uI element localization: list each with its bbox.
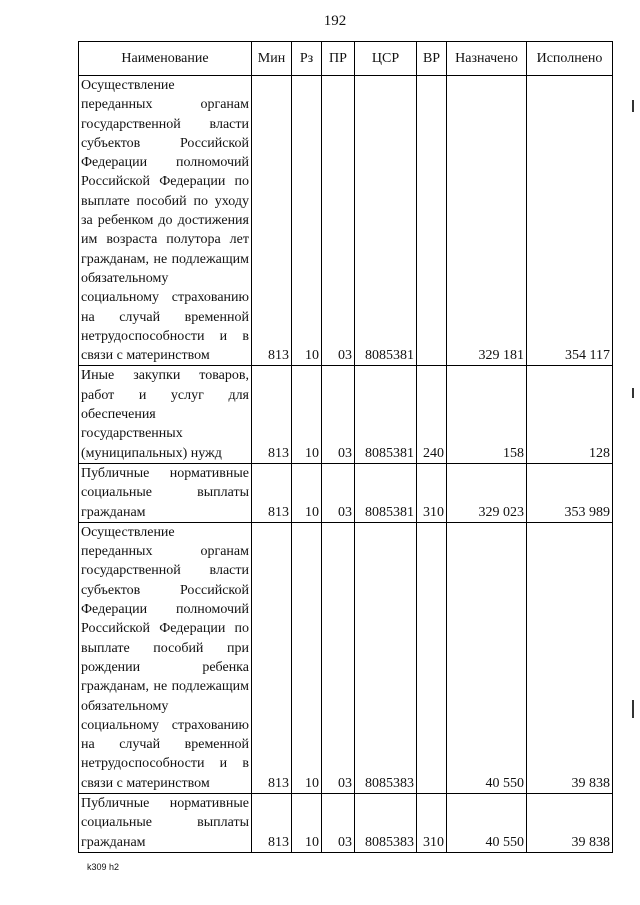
row-executed: 353 989 — [527, 463, 613, 522]
row-min: 813 — [252, 793, 292, 852]
row-vr — [417, 522, 447, 793]
row-min: 813 — [252, 76, 292, 366]
row-csr: 8085383 — [355, 793, 417, 852]
table-row — [79, 463, 613, 522]
row-vr: 310 — [417, 463, 447, 522]
page-number: 192 — [323, 13, 347, 29]
scan-margin-mark — [632, 100, 634, 112]
row-executed: 354 117 — [527, 76, 613, 366]
table-row — [79, 366, 613, 463]
header-rz: Рз — [292, 42, 322, 76]
row-executed: 39 838 — [527, 793, 613, 852]
row-min: 813 — [252, 463, 292, 522]
scan-margin-mark — [632, 388, 634, 398]
row-rz: 10 — [292, 793, 322, 852]
row-executed: 128 — [527, 366, 613, 463]
row-executed: 39 838 — [527, 522, 613, 793]
row-min: 813 — [252, 366, 292, 463]
header-csr: ЦСР — [355, 42, 417, 76]
row-csr: 8085381 — [355, 76, 417, 366]
header-min: Мин — [252, 42, 292, 76]
row-min: 813 — [252, 522, 292, 793]
row-assigned: 158 — [447, 366, 527, 463]
header-vr: ВР — [417, 42, 447, 76]
row-vr: 310 — [417, 793, 447, 852]
row-csr: 8085381 — [355, 366, 417, 463]
row-assigned: 329 181 — [447, 76, 527, 366]
row-name: Осуществление переданных органам государственной власти субъектов Российской Федерации полномочий Российской Федерации по выплате пособий при рождении ребенка гражданам, не подлежащим обязательному социальному страхованию на случай временной нетрудоспособности и в связи с материнством — [79, 522, 252, 793]
row-pr: 03 — [322, 463, 355, 522]
header-name: Наименование — [79, 42, 252, 76]
row-name: Публичные нормативные социальные выплаты гражданам — [79, 793, 252, 852]
row-assigned: 40 550 — [447, 793, 527, 852]
row-vr: 240 — [417, 366, 447, 463]
row-name: Иные закупки товаров, работ и услуг для обеспечения государственных (муниципальных) нужд — [79, 366, 252, 463]
row-csr: 8085381 — [355, 463, 417, 522]
row-pr: 03 — [322, 366, 355, 463]
table-header-row — [79, 42, 613, 76]
header-assigned: Назначено — [447, 42, 527, 76]
budget-table — [78, 41, 613, 853]
row-pr: 03 — [322, 793, 355, 852]
row-name: Публичные нормативные социальные выплаты гражданам — [79, 463, 252, 522]
row-pr: 03 — [322, 76, 355, 366]
header-pr: ПР — [322, 42, 355, 76]
table-row — [79, 793, 613, 852]
table-row — [79, 76, 613, 366]
row-assigned: 40 550 — [447, 522, 527, 793]
row-csr: 8085383 — [355, 522, 417, 793]
header-executed: Исполнено — [527, 42, 613, 76]
row-pr: 03 — [322, 522, 355, 793]
row-rz: 10 — [292, 463, 322, 522]
row-name: Осуществление переданных органам государственной власти субъектов Российской Федерации полномочий Российской Федерации по выплате пособий по уходу за ребенком до достижения им возраста полутора лет гражданам, не подлежащим обязательному социальному страхованию на случай временной нетрудоспособности и в связи с материнством — [79, 76, 252, 366]
table-row — [79, 522, 613, 793]
row-assigned: 329 023 — [447, 463, 527, 522]
footer-code: k309 h2 — [87, 862, 120, 872]
row-rz: 10 — [292, 76, 322, 366]
scan-margin-mark — [632, 700, 634, 718]
row-rz: 10 — [292, 366, 322, 463]
row-rz: 10 — [292, 522, 322, 793]
row-vr — [417, 76, 447, 366]
